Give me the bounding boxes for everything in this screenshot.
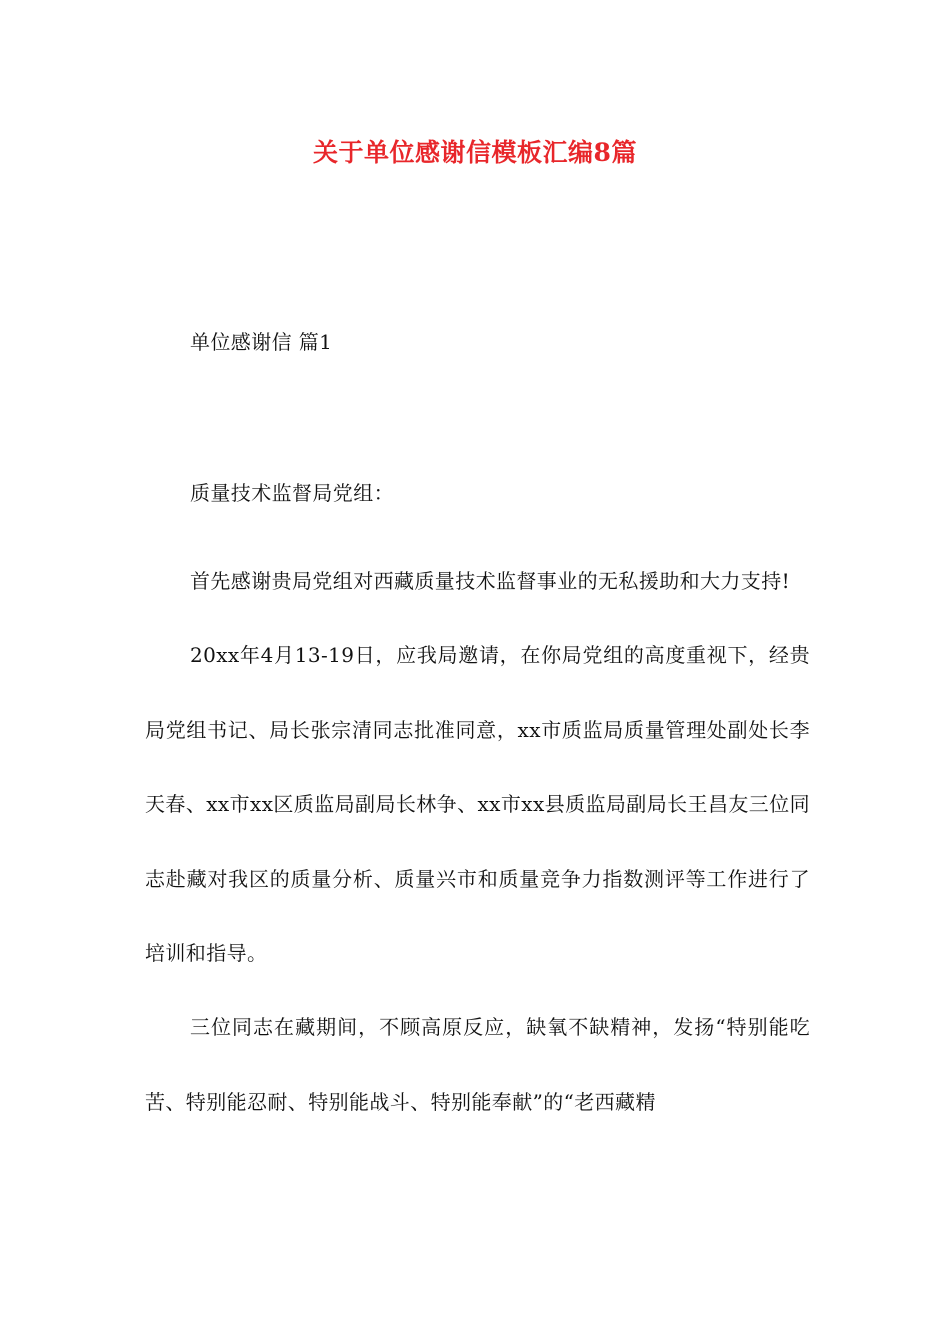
section-heading-text: 单位感谢信 篇1 bbox=[190, 330, 333, 354]
salutation-text: 质量技术监督局党组： bbox=[190, 481, 394, 505]
paragraph-spirit: 三位同志在藏期间，不顾高原反应，缺氧不缺精神，发扬“特别能吃苦、特别能忍耐、特别能战斗、特别能奉献”的“老西藏精 bbox=[145, 1015, 810, 1114]
paragraph-thanks: 首先感谢贵局党组对西藏质量技术监督事业的无私援助和大力支持! bbox=[190, 569, 791, 593]
paragraph-training-visit: 20xx年4月13-19日，应我局邀请，在你局党组的高度重视下，经贵局党组书记、局长张宗清同志批准同意，xx市质监局质量管理处副处长李天春、xx市xx区质监局副局长林争、xx市xx县质监局副局长王昌友三位同志赴藏对我区的质量分析、质量兴市和质量竞争力指数测评等工作进行了培训和指导。 bbox=[145, 643, 810, 966]
salutation bbox=[145, 473, 810, 513]
section-heading bbox=[145, 322, 810, 362]
letter-body bbox=[145, 544, 810, 1139]
document-title: 关于单位感谢信模板汇编8篇 bbox=[313, 138, 637, 167]
